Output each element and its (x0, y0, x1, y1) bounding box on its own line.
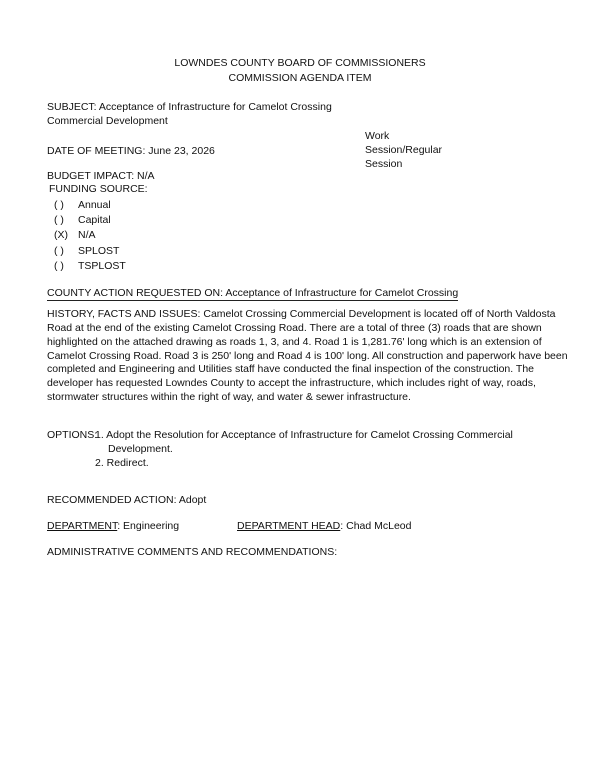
county-action-requested: COUNTY ACTION REQUESTED ON: Acceptance of Infrastructure for Camelot Crossing (47, 287, 459, 299)
funding-option-mark: ( ) (54, 214, 64, 226)
board-title: LOWNDES COUNTY BOARD OF COMMISSIONERS (174, 57, 426, 69)
session-line-1: Work (365, 130, 390, 142)
option-1-line-2: Development. (108, 443, 173, 455)
funding-option-mark: ( ) (54, 245, 64, 257)
agenda-item-title: COMMISSION AGENDA ITEM (228, 72, 372, 84)
subject-line-1: SUBJECT: Acceptance of Infrastructure for Camelot Crossing (47, 101, 332, 113)
meeting-date: DATE OF MEETING: June 23, 2026 (47, 145, 215, 157)
session-line-2: Session/Regular (365, 144, 443, 156)
funding-option-label: SPLOST (78, 245, 120, 257)
session-line-3: Session (365, 158, 403, 170)
funding-option-mark: ( ) (54, 199, 64, 211)
recommended-action: RECOMMENDED ACTION: Adopt (47, 494, 207, 506)
department-head-label: DEPARTMENT HEAD (237, 520, 341, 532)
history-line: developer has requested Lowndes County to accept the infrastructure, which includes right of way, roads, (47, 377, 536, 389)
funding-option-label: Capital (78, 214, 111, 226)
history-line: Road at the end of the existing Camelot Crossing Road. There are a total of three (3) roads that are shown (47, 322, 542, 334)
history-line: completed and Engineering and Utilities staff have conducted the final inspection of the construction. The (47, 363, 535, 375)
option-2: 2. Redirect. (95, 457, 149, 469)
department-head (237, 520, 412, 534)
department-label: DEPARTMENT (47, 520, 118, 532)
history-line: stormwater structures within the right of way, and water & sewer infrastructure. (47, 391, 411, 403)
funding-option-mark: ( ) (54, 260, 64, 272)
funding-option-label: N/A (78, 229, 96, 241)
budget-impact: BUDGET IMPACT: N/A (47, 170, 155, 182)
history-line: highlighted on the attached drawing as roads 1, 3, and 4. Road 1 is 1,281.76' long which is an extension of (47, 336, 542, 348)
subject-line-2: Commercial Development (47, 115, 168, 127)
option-1-line-1: 1. Adopt the Resolution for Acceptance of Infrastructure for Camelot Crossing Commercial (95, 429, 513, 441)
funding-option-label: Annual (78, 199, 111, 211)
options-label: OPTIONS: (47, 429, 98, 441)
funding-source-label: FUNDING SOURCE: (49, 183, 148, 195)
funding-option-mark: (X) (54, 229, 68, 241)
history-line: Camelot Crossing Road. Road 3 is 250' long and Road 4 is 100' long. All construction and paperwork have been (47, 350, 568, 362)
department (47, 520, 179, 534)
department-value: : Engineering (117, 520, 180, 532)
section-divider (47, 300, 458, 301)
history-line: HISTORY, FACTS AND ISSUES: Camelot Crossing Commercial Development is located off of North Valdosta (47, 308, 556, 320)
department-head-value: : Chad McLeod (340, 520, 412, 532)
administrative-comments: ADMINISTRATIVE COMMENTS AND RECOMMENDATIONS: (47, 546, 338, 558)
funding-option-label: TSPLOST (78, 260, 126, 272)
